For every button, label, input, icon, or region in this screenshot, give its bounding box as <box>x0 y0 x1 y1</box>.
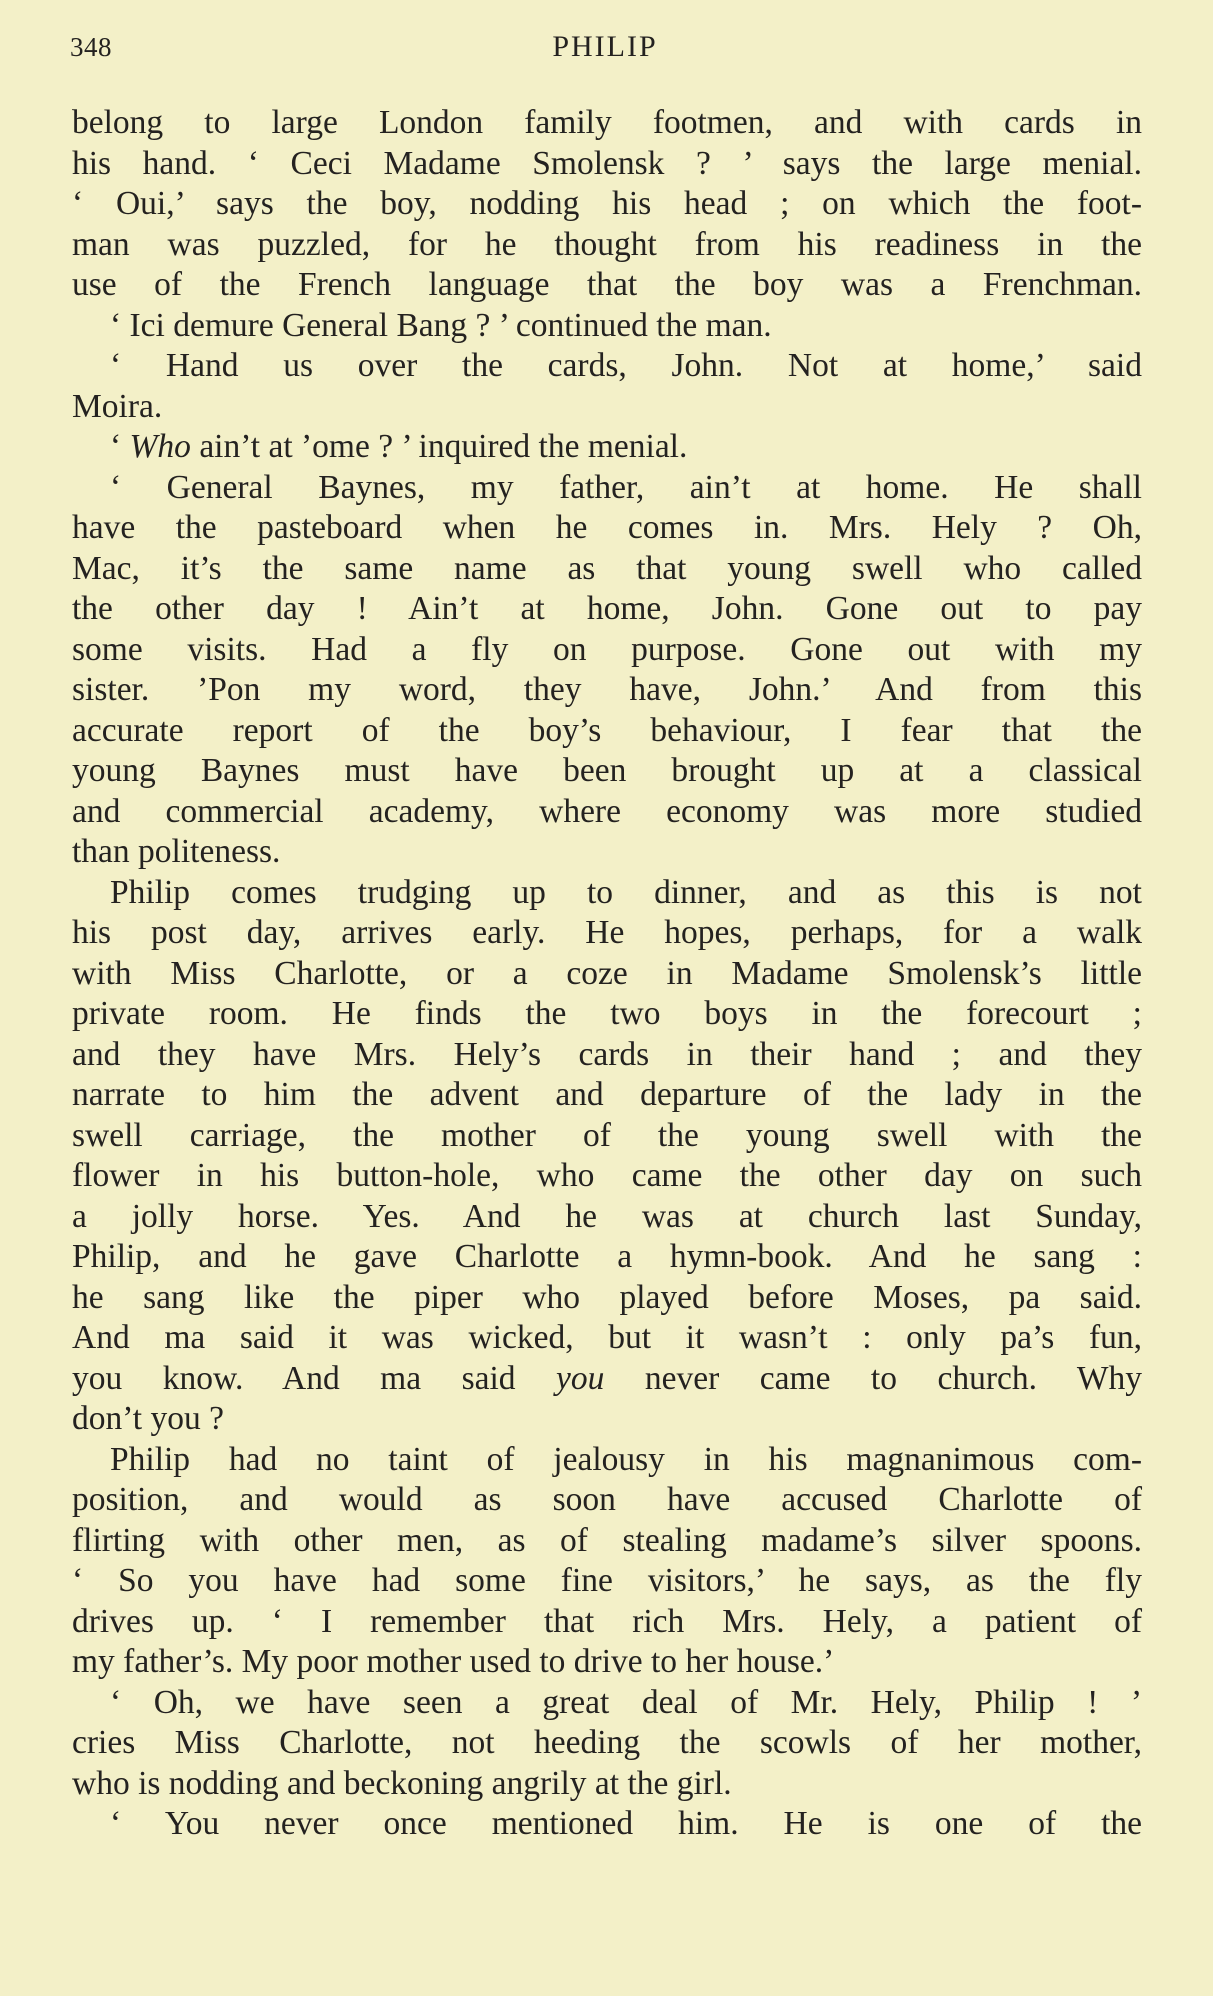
text-line: who is nodding and beckoning angrily at the girl. <box>72 1764 732 1802</box>
text-line: have the pasteboard when he comes in. Mrs. Hely ? Oh, <box>72 509 1142 546</box>
text-line: than politeness. <box>72 833 281 870</box>
text-line: Mac, it’s the same name as that young swell who called <box>72 549 1142 587</box>
text-line <box>72 1359 1142 1400</box>
text-line <box>72 427 1142 468</box>
text-line: the other day ! Ain’t at home, John. Gone out to pay <box>72 590 1142 627</box>
text-line: Moira. <box>72 387 163 425</box>
text-line: cries Miss Charlotte, not heeding the scowls of her mother, <box>72 1724 1142 1761</box>
text-line: drives up. ‘ I remember that rich Mrs. Hely, a patient of <box>72 1602 1142 1640</box>
text-line: don’t you ? <box>72 1400 224 1437</box>
running-title: PHILIP <box>552 30 658 63</box>
text-line: ‘ You never once mentioned him. He is one of the <box>110 1805 1142 1842</box>
text-line: ‘ Hand us over the cards, John. Not at home,’ said <box>110 347 1142 384</box>
text-line: ‘ Oh, we have seen a great deal of Mr. Hely, Philip ! ’ <box>110 1683 1142 1721</box>
text-span: ain’t at ’ome ? ’ inquired the menial. <box>190 428 688 465</box>
text-line: position, and would as soon have accused Charlotte of <box>72 1481 1142 1518</box>
italic-word: you <box>556 1359 605 1397</box>
text-line: some visits. Had a fly on purpose. Gone out with my <box>72 630 1142 668</box>
text-line: ‘ Ici demure General Bang ? ’ continued the man. <box>110 306 772 344</box>
text-line: sister. ’Pon my word, they have, John.’ And from this <box>72 671 1142 708</box>
text-line: flower in his button-hole, who came the other day on such <box>72 1157 1142 1194</box>
text-line: ‘ Oui,’ says the boy, nodding his head ; on which the foot- <box>72 185 1142 222</box>
text-span: ‘ <box>110 428 130 465</box>
text-line: use of the French language that the boy was a Frenchman. <box>72 266 1142 303</box>
text-line: a jolly horse. Yes. And he was at church last Sunday, <box>72 1197 1142 1235</box>
page-number: 348 <box>70 32 112 62</box>
text-line: Philip had no taint of jealousy in his magnanimous com- <box>110 1440 1142 1478</box>
text-line: with Miss Charlotte, or a coze in Madame Smolensk’s little <box>72 954 1142 992</box>
text-line: Philip, and he gave Charlotte a hymn-book. And he sang : <box>72 1238 1142 1275</box>
text-line: ‘ So you have had some fine visitors,’ he says, as the fly <box>72 1562 1142 1599</box>
text-line: his post day, arrives early. He hopes, perhaps, for a walk <box>72 914 1142 951</box>
text-line: private room. He finds the two boys in the forecourt ; <box>72 995 1142 1032</box>
text-line: narrate to him the advent and departure of the lady in the <box>72 1076 1142 1113</box>
text-line: my father’s. My poor mother used to drive to her house.’ <box>72 1643 835 1680</box>
text-line: and they have Mrs. Hely’s cards in their hand ; and they <box>72 1035 1142 1073</box>
text-line: young Baynes must have been brought up at a classical <box>72 752 1142 789</box>
text-span: never came to church. Why <box>604 1359 1142 1397</box>
text-line: belong to large London family footmen, and with cards in <box>72 104 1142 141</box>
text-line: and commercial academy, where economy was more studied <box>72 792 1142 830</box>
italic-word: Who <box>129 428 191 465</box>
text-line: flirting with other men, as of stealing madame’s silver spoons. <box>72 1521 1142 1559</box>
text-line: his hand. ‘ Ceci Madame Smolensk ? ’ says the large menial. <box>72 144 1142 182</box>
text-line: Philip comes trudging up to dinner, and as this is not <box>110 873 1142 911</box>
text-span: you know. And ma said <box>72 1359 557 1397</box>
text-line: And ma said it was wicked, but it wasn’t : only pa’s fun, <box>72 1319 1142 1356</box>
text-line: he sang like the piper who played before Moses, pa said. <box>72 1278 1142 1316</box>
body-text <box>72 103 1142 1845</box>
text-line: ‘ General Baynes, my father, ain’t at home. He shall <box>110 468 1142 506</box>
text-line: accurate report of the boy’s behaviour, I fear that the <box>72 711 1142 749</box>
text-line: man was puzzled, for he thought from his readiness in the <box>72 225 1142 263</box>
text-line: swell carriage, the mother of the young swell with the <box>72 1116 1142 1154</box>
